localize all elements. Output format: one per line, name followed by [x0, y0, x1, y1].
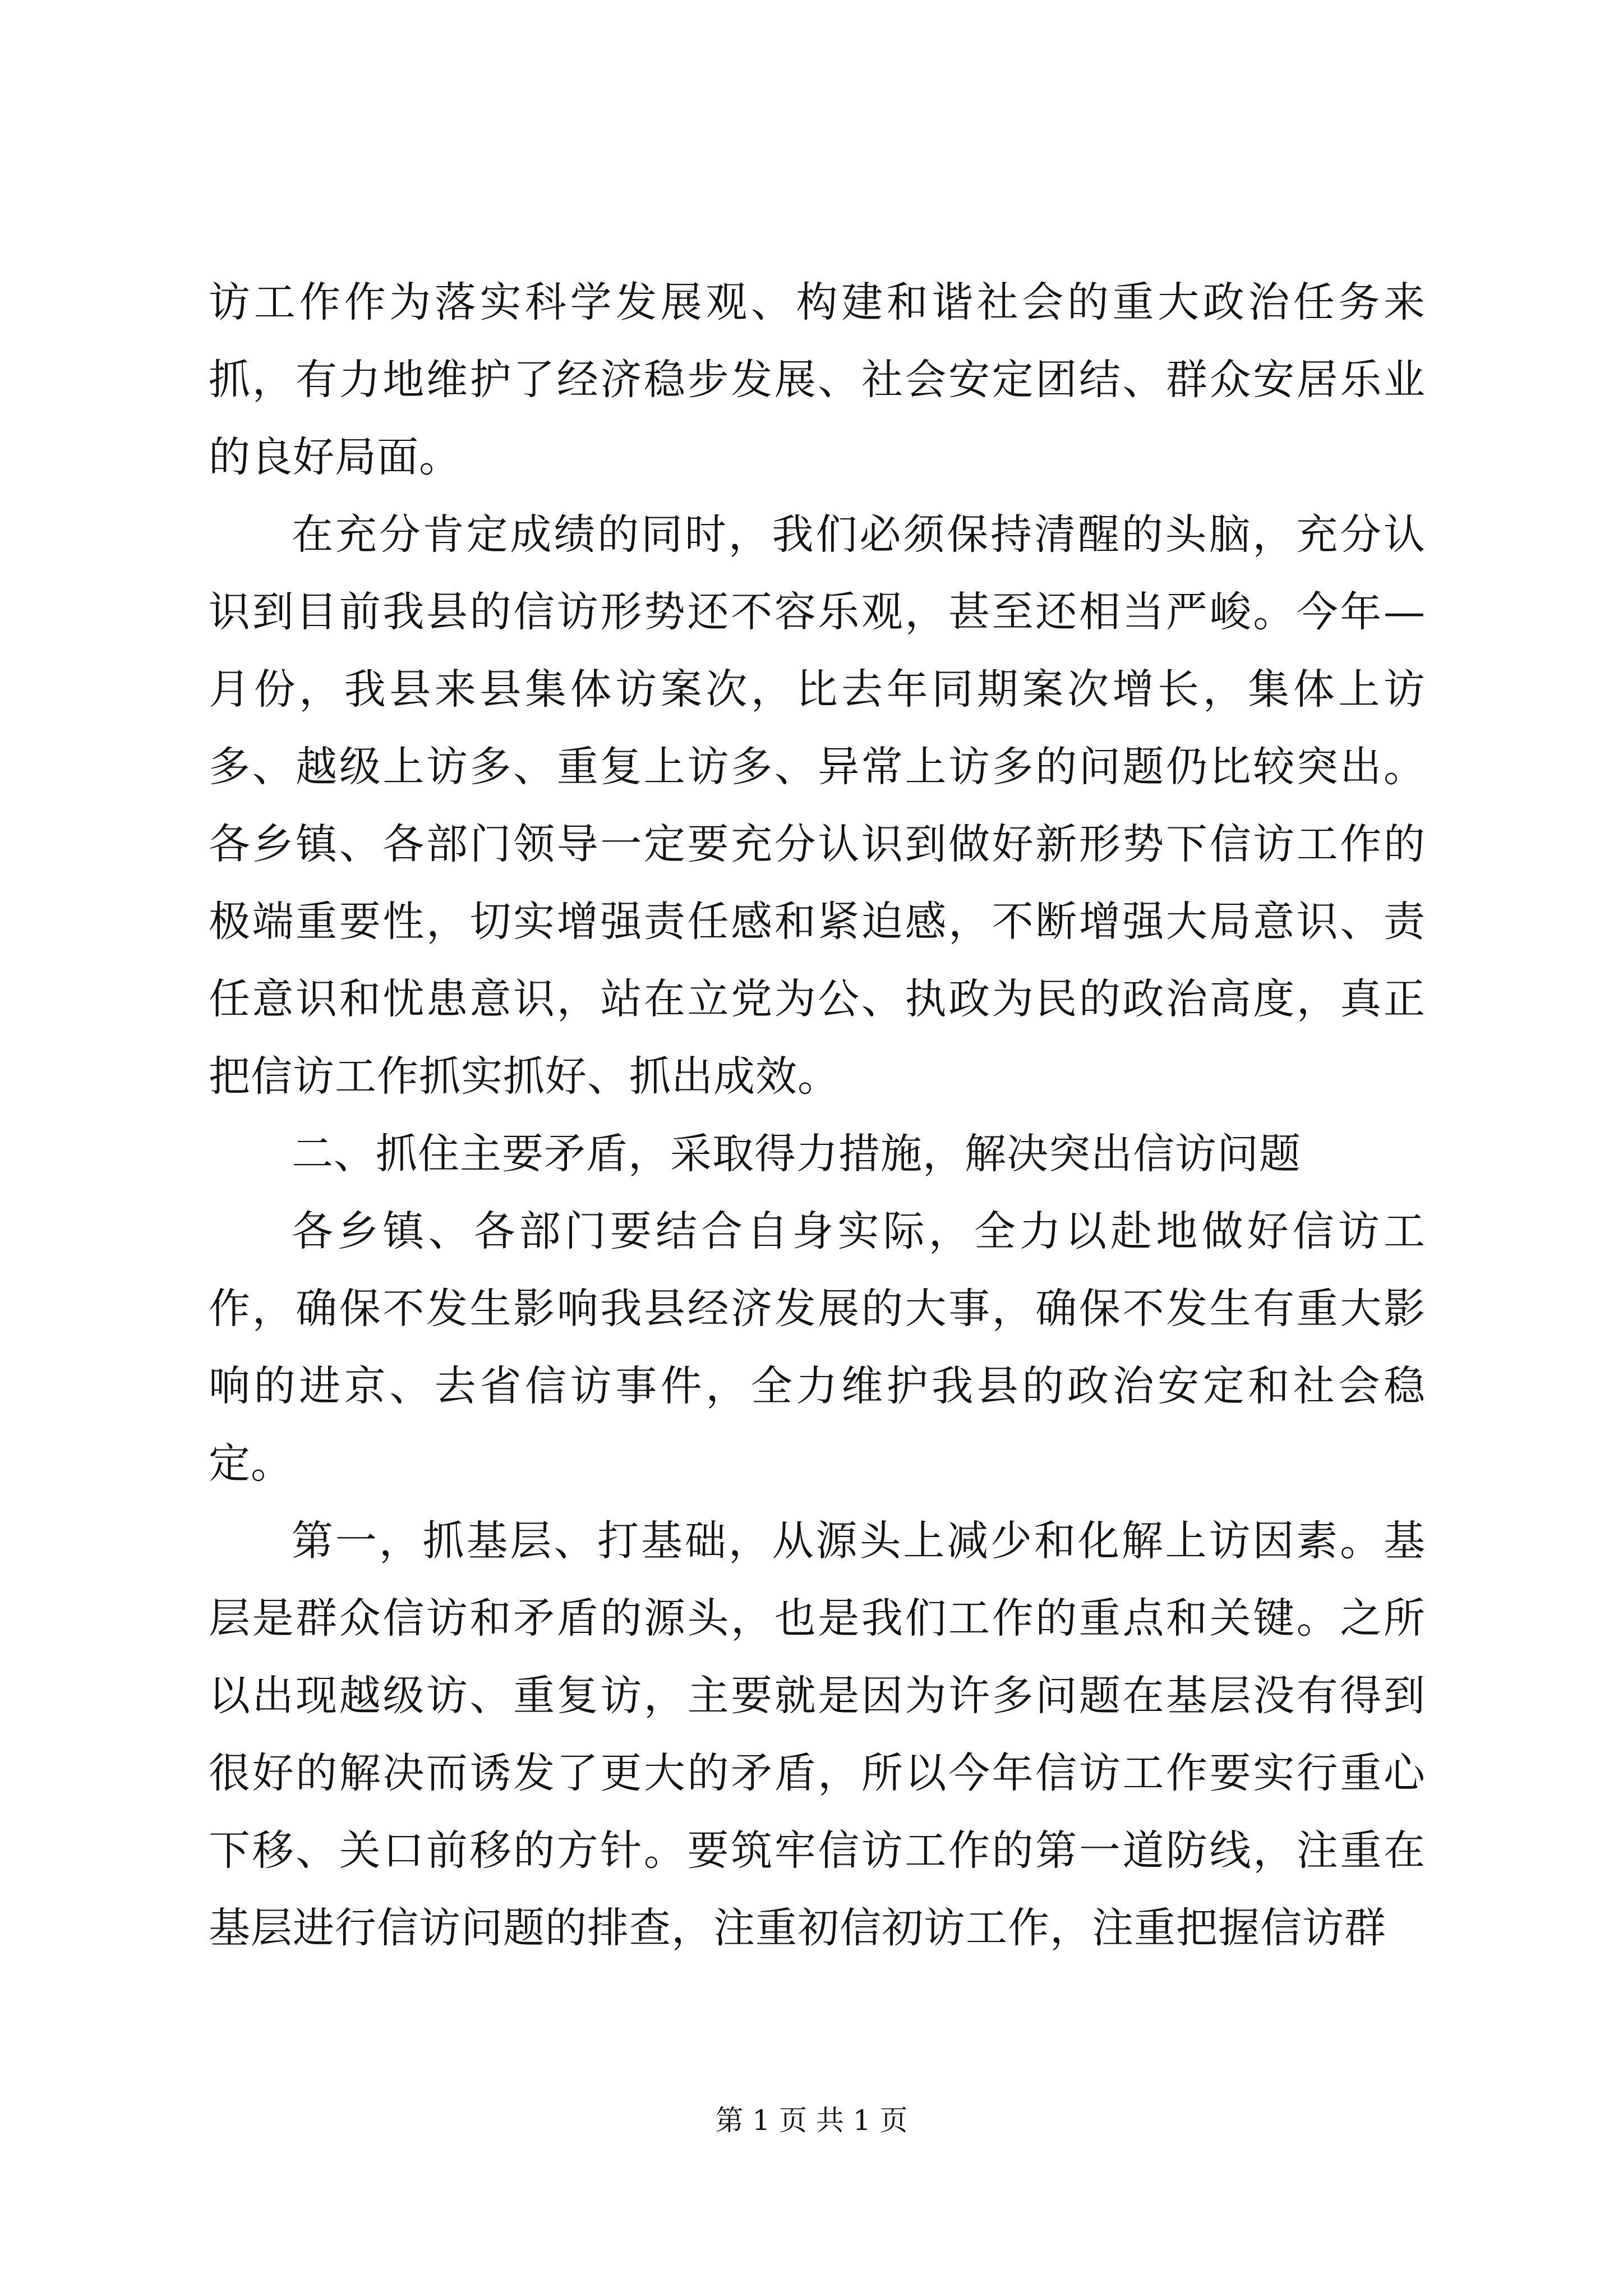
- paragraph-1: 访工作作为落实科学发展观、构建和谐社会的重大政治任务来抓，有力地维护了经济稳步发展、社会安定团结、群众安居乐业的良好局面。: [209, 278, 1426, 481]
- document-body: [209, 264, 1426, 1967]
- paragraph-3: 各乡镇、各部门要结合自身实际，全力以赴地做好信访工作，确保不发生影响我县经济发展的大事，确保不发生有重大影响的进京、去省信访事件，全力维护我县的政治安定和社会稳定。: [209, 1207, 1426, 1488]
- paragraph-4: 第一，抓基层、打基础，从源头上减少和化解上访因素。基层是群众信访和矛盾的源头，也是我们工作的重点和关键。之所以出现越级访、重复访，主要就是因为许多问题在基层没有得到很好的解决而诱发了更大的矛盾，所以今年信访工作要实行重心下移、关口前移的方针。要筑牢信访工作的第一道防线，注重在基层进行信访问题的排查，注重初信初访工作，注重把握信访群: [209, 1517, 1426, 1952]
- section-heading-2: 二、抓住主要矛盾，采取得力措施，解决突出信访问题: [292, 1130, 1301, 1178]
- page-footer: 第 1 页 共 1 页: [715, 2104, 908, 2137]
- paragraph-2: 在充分肯定成绩的同时，我们必须保持清醒的头脑，充分认识到目前我县的信访形势还不容乐观，甚至还相当严峻。今年—月份，我县来县集体访案次，比去年同期案次增长，集体上访多、越级上访多、重复上访多、异常上访多的问题仍比较突出。各乡镇、各部门领导一定要充分认识到做好新形势下信访工作的极端重要性，切实增强责任感和紧迫感，不断增强大局意识、责任意识和忧患意识，站在立党为公、执政为民的政治高度，真正把信访工作抓实抓好、抓出成效。: [209, 510, 1426, 1101]
